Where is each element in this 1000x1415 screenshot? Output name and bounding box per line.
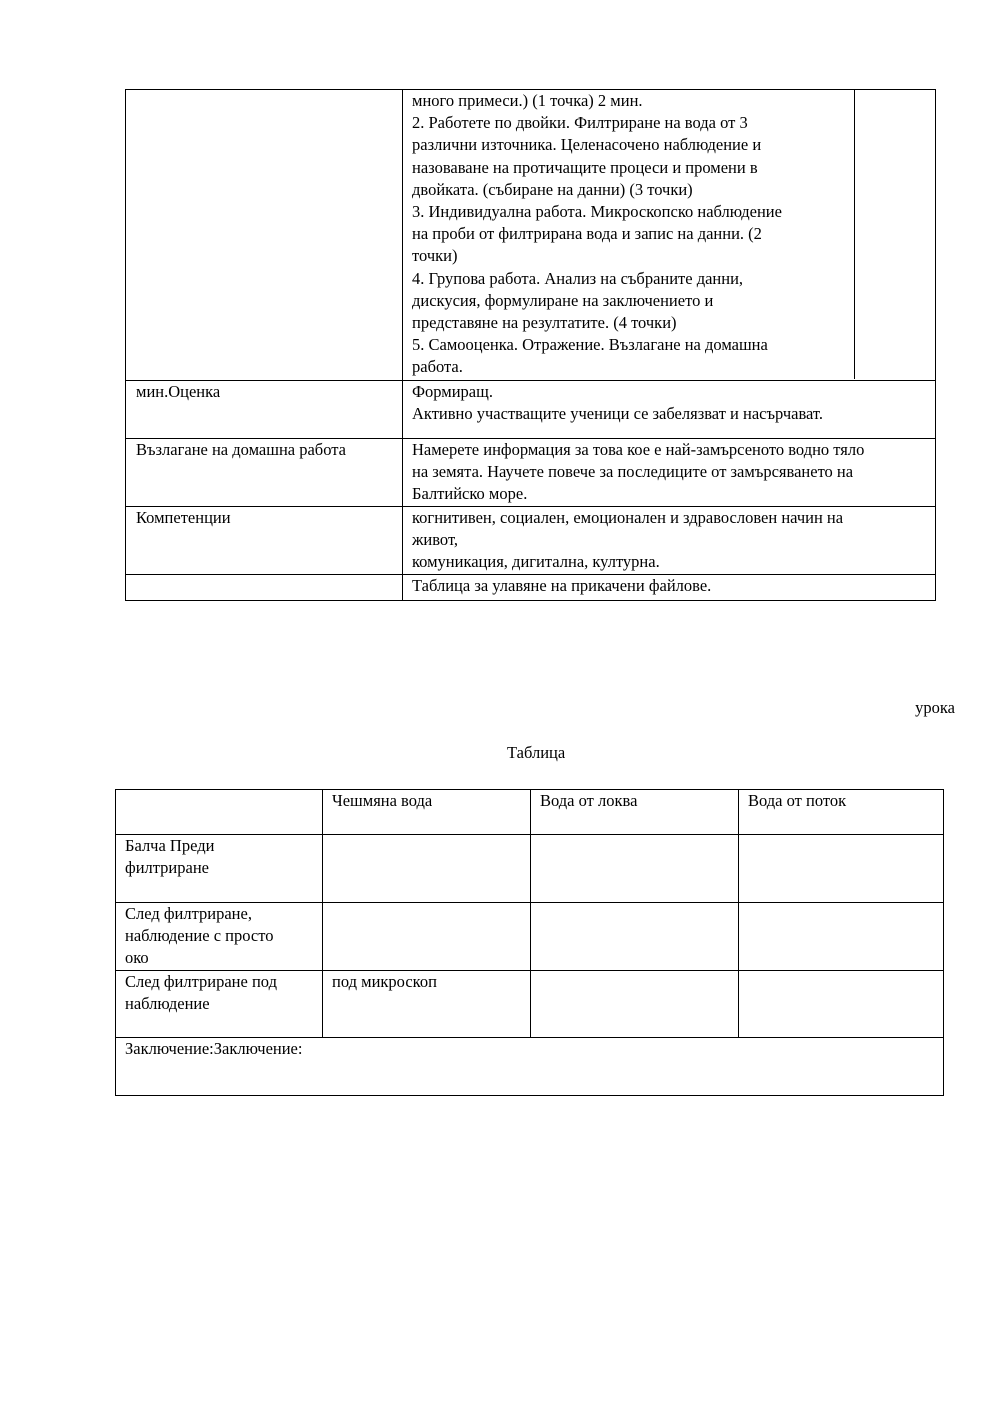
row-label xyxy=(116,835,323,903)
text-line: След филтриране под xyxy=(125,971,277,991)
text-line: комуникация, дигитална, културна. xyxy=(412,552,660,572)
text-line: око xyxy=(125,948,149,968)
table-row xyxy=(126,381,936,439)
text-line: дискусия, формулиране на заключението и xyxy=(412,290,714,310)
text-line: когнитивен, социален, емоционален и здравословен начин на xyxy=(412,508,844,527)
text-line: Формиращ. xyxy=(412,382,493,401)
text-line: назоваване на протичащите процеси и промени в xyxy=(412,157,758,177)
assessment-cell xyxy=(403,381,936,439)
text-line: След филтриране, xyxy=(125,904,252,923)
table-row xyxy=(126,575,936,601)
header-cell xyxy=(116,790,323,835)
activities-inner-table xyxy=(412,90,935,379)
text-line: точки) xyxy=(412,246,458,266)
header-puddle-water: Вода от локва xyxy=(531,790,739,835)
row-label: Възлагане на домашна работа xyxy=(126,439,403,507)
text-line: 2. Работете по двойки. Филтриране на вода от 3 xyxy=(412,113,748,133)
table-header-row xyxy=(116,790,944,835)
data-cell xyxy=(531,970,739,1037)
data-cell xyxy=(739,970,944,1037)
header-tap-water: Чешмяна вода xyxy=(323,790,531,835)
text-line: Таблица за улавяне на прикачени файлове. xyxy=(412,576,712,595)
points-cell xyxy=(855,90,936,379)
data-cell xyxy=(531,835,739,903)
text-line: работа. xyxy=(412,357,463,377)
text-line: на земята. Научете повече за последиците от замърсяването на xyxy=(412,462,854,482)
data-cell xyxy=(531,903,739,971)
table-row xyxy=(116,835,944,903)
row-label xyxy=(116,903,323,971)
side-label: урока xyxy=(915,698,955,717)
data-cell xyxy=(739,903,944,971)
data-cell xyxy=(323,903,531,971)
text-line: двойката. (събиране на данни) (3 точки) xyxy=(412,179,693,199)
text-line: живот, xyxy=(412,530,459,550)
row-label xyxy=(116,970,323,1037)
data-cell: под микроскоп xyxy=(323,970,531,1037)
activities-text xyxy=(412,90,855,379)
attachments-cell xyxy=(403,575,936,601)
row-label: Компетенции xyxy=(126,507,403,575)
text-line: на проби от филтрирана вода и запис на данни. (2 xyxy=(412,224,762,244)
row-label: мин.Оценка xyxy=(126,381,403,439)
homework-cell xyxy=(403,439,936,507)
table-row xyxy=(116,970,944,1037)
text-line: Намерете информация за това кое е най-замърсеното водно тяло xyxy=(412,440,865,459)
table-row xyxy=(126,439,936,507)
row-label xyxy=(126,575,403,601)
empty-label-cell xyxy=(126,90,403,381)
competences-cell xyxy=(403,507,936,575)
table-row xyxy=(126,507,936,575)
text-line: Активно участващите ученици се забелязват и насърчават. xyxy=(412,404,824,424)
text-line: Балча Преди xyxy=(125,836,215,855)
text-line: 4. Групова работа. Анализ на събраните данни, xyxy=(412,268,744,288)
text-line: различни източника. Целенасочено наблюдение и xyxy=(412,135,762,155)
table-caption: Таблица xyxy=(507,743,566,762)
text-line: 3. Индивидуална работа. Микроскопско наблюдение xyxy=(412,202,782,222)
text-line: 5. Самооценка. Отражение. Възлагане на домашна xyxy=(412,335,768,355)
observation-table xyxy=(115,789,944,1096)
lesson-plan-table xyxy=(125,89,936,601)
text-line: наблюдение xyxy=(125,993,210,1013)
data-cell xyxy=(739,835,944,903)
header-stream-water: Вода от поток xyxy=(739,790,944,835)
text-line: наблюдение с просто xyxy=(125,926,274,946)
text-line: филтриране xyxy=(125,858,209,878)
data-cell xyxy=(323,835,531,903)
text-line: Балтийско море. xyxy=(412,484,528,504)
text-line: много примеси.) (1 точка) 2 мин. xyxy=(412,91,643,110)
table-row xyxy=(126,90,936,381)
activities-cell xyxy=(403,90,936,381)
text-line: представяне на резултатите. (4 точки) xyxy=(412,313,677,333)
table-row xyxy=(116,903,944,971)
conclusion-cell: Заключение:Заключение: xyxy=(116,1037,944,1095)
table-row xyxy=(116,1037,944,1095)
